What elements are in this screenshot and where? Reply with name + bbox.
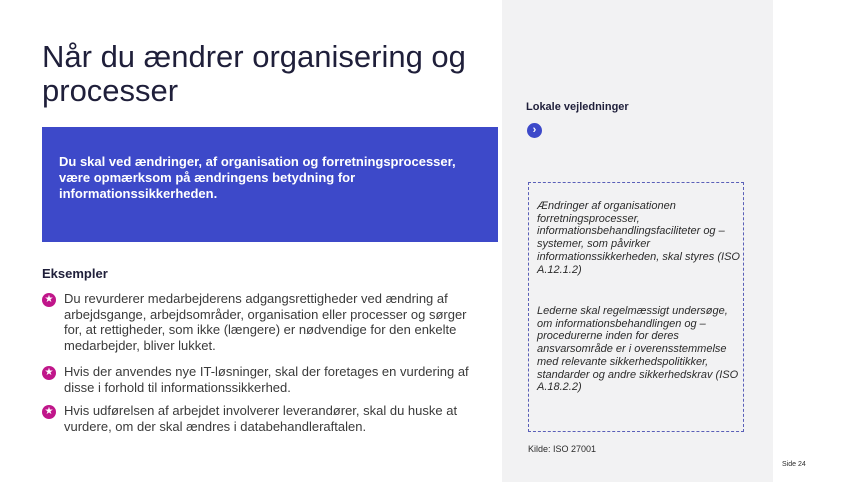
- iso-quote: Ændringer af organisationen forretningsprocesser, informationsbehandlingsfaciliteter og –systemer, som påvirker informationssikkerheden, skal styres (ISO A.12.1.2): [537, 200, 740, 276]
- source-note: Kilde: ISO 27001: [528, 444, 597, 454]
- page-number: Side 24: [782, 461, 806, 468]
- list-item: [42, 364, 487, 395]
- example-text: Du revurderer medarbejderens adgangsrettigheder ved ændring af arbejdsgange, arbejdsområder, organisation eller processer og sørger for, at rettigheder, som ikke (længere) er nødvendige for den enkelte medarbejder, bliver lukket.: [64, 291, 467, 353]
- star-icon: ★: [42, 293, 56, 307]
- star-icon: ★: [42, 366, 56, 380]
- list-item: [42, 291, 487, 353]
- iso-quote: Lederne skal regelmæssigt undersøge, om informationsbehandlingen og –procedurerne inden for deres ansvarsområde er i overensstemmelse med relevante sikkerhedspolitikker, standarder og andre sikkerhedskrav (ISO A.18.2.2): [537, 305, 739, 394]
- examples-heading: Eksempler: [42, 266, 108, 281]
- list-item: [42, 403, 487, 434]
- intro-box: [42, 127, 498, 242]
- example-text: Hvis udførelsen af arbejdet involverer leverandører, skal du huske at vurdere, om der skal ændres i databehandleraftalen.: [64, 403, 458, 434]
- intro-text: Du skal ved ændringer, af organisation og forretningsprocesser, være opmærksom på ændringens betydning for informationssikkerheden.: [59, 154, 456, 201]
- example-text: Hvis der anvendes nye IT-løsninger, skal der foretages en vurdering af disse i forhold til informationssikkerhed.: [64, 364, 469, 395]
- star-icon: ★: [42, 405, 56, 419]
- local-guides-heading: Lokale vejledninger: [526, 101, 629, 113]
- page-title: Når du ændrer organisering og processer: [42, 39, 466, 108]
- chevron-right-icon[interactable]: ›: [527, 123, 542, 138]
